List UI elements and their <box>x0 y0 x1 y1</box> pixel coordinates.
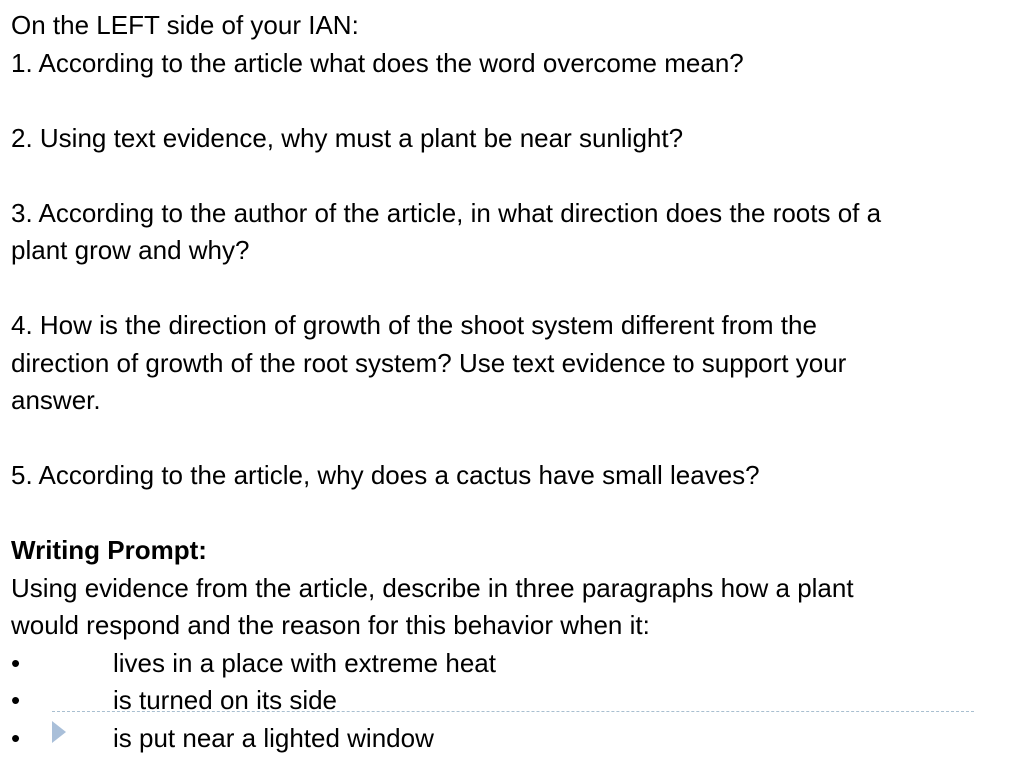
instructions-heading: On the LEFT side of your IAN: <box>11 10 359 40</box>
question-2 <box>11 120 1011 158</box>
question-line: 2. Using text evidence, why must a plant be near sunlight? <box>11 122 684 153</box>
bullet-item <box>11 645 1011 683</box>
bullet-text: lives in a place with extreme heat <box>113 647 496 678</box>
question-line: answer. <box>11 385 101 415</box>
writing-prompt-intro-line: Using evidence from the article, describe in three paragraphs how a plant <box>11 572 854 603</box>
slide-content <box>11 7 1011 757</box>
question-line: 5. According to the article, why does a cactus have small leaves? <box>11 460 760 490</box>
writing-prompt-intro-line: would respond and the reason for this behavior when it: <box>11 610 650 640</box>
question-line: 4. How is the direction of growth of the shoot system different from the <box>11 310 817 340</box>
question-4 <box>11 307 1011 420</box>
question-line: direction of growth of the root system? Use text evidence to support your <box>11 347 847 378</box>
spacer <box>11 82 1011 120</box>
question-3 <box>11 195 1011 270</box>
bullet-icon: • <box>11 685 21 715</box>
bullet-text: is put near a lighted window <box>113 722 434 753</box>
spacer <box>11 270 1011 308</box>
writing-prompt-title: Writing Prompt: <box>11 535 207 565</box>
question-5 <box>11 457 1011 495</box>
spacer <box>11 495 1011 533</box>
question-line: plant grow and why? <box>11 235 250 265</box>
question-line: 3. According to the author of the article, in what direction does the roots of a <box>11 197 882 228</box>
footer-divider <box>52 711 974 712</box>
bullet-icon: • <box>11 647 21 678</box>
bullet-item <box>11 720 1011 758</box>
spacer <box>11 420 1011 458</box>
play-arrow-icon <box>52 721 66 743</box>
bullet-text: is turned on its side <box>113 685 338 715</box>
bullet-icon: • <box>11 722 21 753</box>
question-1 <box>11 45 1011 83</box>
spacer <box>11 157 1011 195</box>
writing-prompt <box>11 532 1011 757</box>
bullet-item <box>11 682 1011 720</box>
question-line: 1. According to the article what does the word overcome mean? <box>11 47 744 78</box>
